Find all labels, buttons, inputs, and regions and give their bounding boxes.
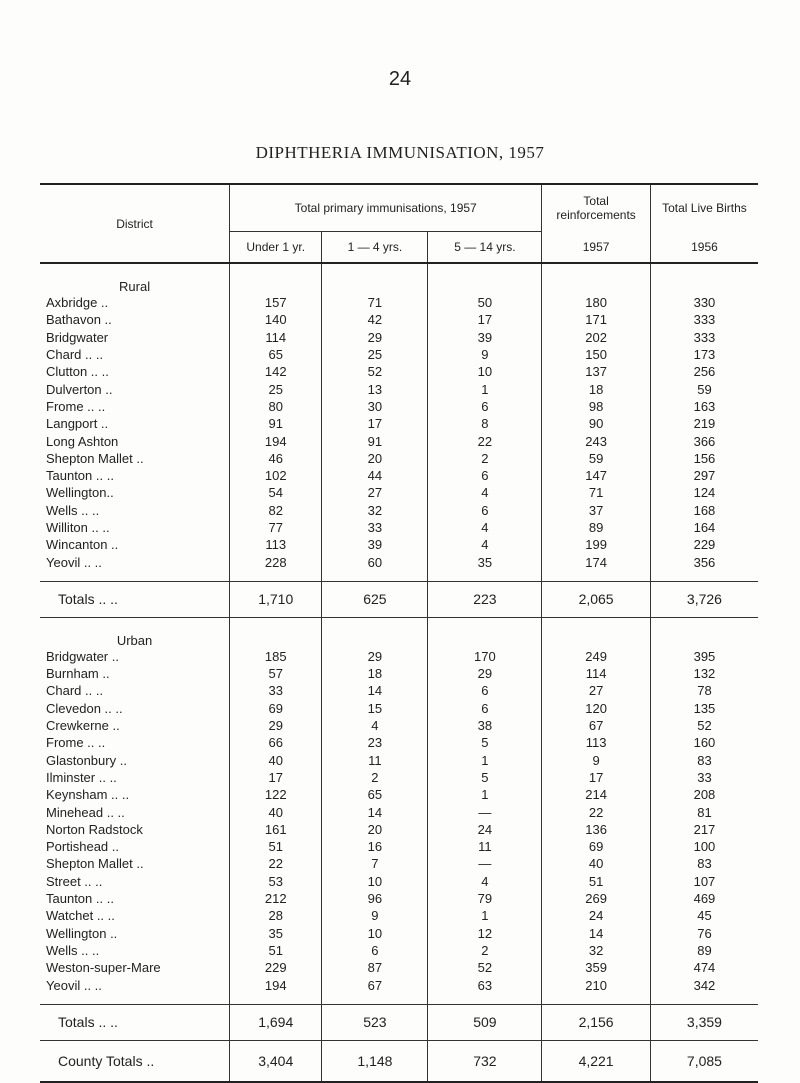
births-value: 217 <box>650 821 758 838</box>
births-value: 168 <box>650 502 758 519</box>
rural-totals-row <box>40 581 758 617</box>
table-row <box>40 855 758 872</box>
district-name: Frome .. .. <box>46 735 106 751</box>
under1-value: 80 <box>230 398 322 415</box>
births-value: 83 <box>650 855 758 872</box>
reinforcements-value: 32 <box>542 942 651 959</box>
under1-value: 53 <box>230 873 322 890</box>
age-5to14-value: 38 <box>428 717 542 734</box>
district-name: Bridgwater .. <box>46 648 119 664</box>
district-name: Weston-super-Mare <box>46 960 161 976</box>
total-primary-header: Total primary immunisations, 1957 <box>230 184 542 232</box>
table-row <box>40 890 758 907</box>
age-1to4-value: 15 <box>322 700 428 717</box>
reinforcements-value: 199 <box>542 536 651 553</box>
district-name: Bridgwater <box>46 329 109 345</box>
reinforcements-value: 359 <box>542 959 651 976</box>
total-births-header: Total Live Births <box>650 184 758 232</box>
urban-section <box>40 617 758 993</box>
district-name: Keynsham .. .. <box>46 787 130 803</box>
age-5to14-value: 6 <box>428 700 542 717</box>
table-row <box>40 329 758 346</box>
age-1to4-value: 29 <box>322 648 428 665</box>
district-name: Watchet .. .. <box>46 908 115 924</box>
births-value: 229 <box>650 536 758 553</box>
rural-total-reinforcements: 2,065 <box>542 581 651 617</box>
age-1to4-value: 7 <box>322 855 428 872</box>
county-total-under1: 3,404 <box>230 1040 322 1082</box>
table-row <box>40 311 758 328</box>
reinforcements-year: 1957 <box>542 232 651 264</box>
reinforcements-value: 71 <box>542 484 651 501</box>
age-1to4-value: 29 <box>322 329 428 346</box>
reinforcements-value: 24 <box>542 907 651 924</box>
under1-value: 194 <box>230 976 322 993</box>
under1-value: 229 <box>230 959 322 976</box>
reinforcements-value: 243 <box>542 432 651 449</box>
age-1to4-value: 14 <box>322 803 428 820</box>
reinforcements-value: 214 <box>542 786 651 803</box>
table-row <box>40 450 758 467</box>
births-value: 160 <box>650 734 758 751</box>
births-value: 469 <box>650 890 758 907</box>
district-name: Williton .. .. <box>46 520 110 535</box>
age-1to4-value: 10 <box>322 873 428 890</box>
age-5to14-value: 5 <box>428 769 542 786</box>
under1-value: 157 <box>230 294 322 311</box>
births-value: 45 <box>650 907 758 924</box>
county-total-5to14: 732 <box>428 1040 542 1082</box>
reinforcements-value: 180 <box>542 294 651 311</box>
under1-value: 91 <box>230 415 322 432</box>
district-name: Wellington .. <box>46 925 118 941</box>
age-1to4-value: 33 <box>322 519 428 536</box>
age-5to14-value: 9 <box>428 346 542 363</box>
county-total-births: 7,085 <box>650 1040 758 1082</box>
reinforcements-value: 269 <box>542 890 651 907</box>
under1-value: 194 <box>230 432 322 449</box>
table-row <box>40 665 758 682</box>
rural-totals-section <box>40 571 758 618</box>
births-value: 297 <box>650 467 758 484</box>
rural-totals-label: Totals .. .. <box>40 581 230 617</box>
age-1to4-value: 91 <box>322 432 428 449</box>
age-5to14-value: 6 <box>428 398 542 415</box>
table-row <box>40 380 758 397</box>
reinforcements-value: 114 <box>542 665 651 682</box>
table-row <box>40 942 758 959</box>
births-value: 163 <box>650 398 758 415</box>
under1-value: 22 <box>230 855 322 872</box>
reinforcements-value: 69 <box>542 838 651 855</box>
age-5to14-value: 6 <box>428 502 542 519</box>
urban-totals-row <box>40 1004 758 1040</box>
births-value: 78 <box>650 682 758 699</box>
age-1to4-value: 20 <box>322 821 428 838</box>
births-value: 100 <box>650 838 758 855</box>
table-row <box>40 553 758 570</box>
age-5to14-value: 12 <box>428 925 542 942</box>
district-name: Chard .. .. <box>46 347 104 363</box>
table-row <box>40 821 758 838</box>
age-1to4-value: 96 <box>322 890 428 907</box>
urban-total-births: 3,359 <box>650 1004 758 1040</box>
under1-value: 40 <box>230 803 322 820</box>
age-5to14-value: 22 <box>428 432 542 449</box>
births-value: 208 <box>650 786 758 803</box>
births-value: 219 <box>650 415 758 432</box>
table-row <box>40 907 758 924</box>
urban-total-1to4: 523 <box>322 1004 428 1040</box>
rural-total-5to14: 223 <box>428 581 542 617</box>
age-1to4-value: 39 <box>322 536 428 553</box>
rural-total-1to4: 625 <box>322 581 428 617</box>
age-1to4-value: 11 <box>322 752 428 769</box>
reinforcements-value: 249 <box>542 648 651 665</box>
age-5to14-value: 50 <box>428 294 542 311</box>
rural-section <box>40 263 758 571</box>
age-5to14-header: 5 — 14 yrs. <box>428 232 542 264</box>
age-1to4-value: 9 <box>322 907 428 924</box>
age-1to4-value: 13 <box>322 380 428 397</box>
rural-total-births: 3,726 <box>650 581 758 617</box>
table-row <box>40 467 758 484</box>
under1-value: 40 <box>230 752 322 769</box>
age-5to14-value: 2 <box>428 942 542 959</box>
under1-value: 57 <box>230 665 322 682</box>
district-name: Shepton Mallet .. <box>46 450 144 466</box>
age-1to4-value: 71 <box>322 294 428 311</box>
table-row <box>40 484 758 501</box>
page-number: 24 <box>388 68 412 90</box>
age-1to4-value: 60 <box>322 553 428 570</box>
urban-total-reinforcements: 2,156 <box>542 1004 651 1040</box>
age-5to14-value: 8 <box>428 415 542 432</box>
births-value: 33 <box>650 769 758 786</box>
age-1to4-value: 67 <box>322 976 428 993</box>
district-header: District <box>40 184 230 263</box>
age-5to14-value: — <box>428 855 542 872</box>
under1-value: 51 <box>230 838 322 855</box>
page-title: DIPHTHERIA IMMUNISATION, 1957 <box>255 143 545 162</box>
district-name: Long Ashton <box>46 433 119 449</box>
district-name: Portishead .. <box>46 839 119 855</box>
age-1to4-value: 42 <box>322 311 428 328</box>
table-row <box>40 432 758 449</box>
district-name: Chard .. .. <box>46 683 104 699</box>
age-5to14-value: 52 <box>428 959 542 976</box>
under1-value: 28 <box>230 907 322 924</box>
district-name: Clutton .. .. <box>46 364 109 380</box>
under1-value: 228 <box>230 553 322 570</box>
total-reinforcements-header: Total reinforcements <box>542 184 651 232</box>
table-row <box>40 502 758 519</box>
district-name: Langport .. <box>46 416 109 432</box>
age-1to4-value: 20 <box>322 450 428 467</box>
age-5to14-value: 79 <box>428 890 542 907</box>
county-totals-label: County Totals .. <box>40 1040 230 1082</box>
age-5to14-value: 6 <box>428 682 542 699</box>
births-value: 164 <box>650 519 758 536</box>
district-name: Ilminster .. .. <box>46 769 117 785</box>
age-1to4-value: 32 <box>322 502 428 519</box>
district-name: Taunton .. .. <box>46 891 114 907</box>
age-5to14-value: 39 <box>428 329 542 346</box>
age-1to4-value: 25 <box>322 346 428 363</box>
reinforcements-value: 147 <box>542 467 651 484</box>
under1-value: 54 <box>230 484 322 501</box>
age-5to14-value: 10 <box>428 363 542 380</box>
age-1to4-value: 16 <box>322 838 428 855</box>
age-5to14-value: 1 <box>428 907 542 924</box>
urban-label: Urban <box>116 632 153 648</box>
age-1to4-value: 18 <box>322 665 428 682</box>
reinforcements-value: 210 <box>542 976 651 993</box>
table-row <box>40 959 758 976</box>
births-value: 395 <box>650 648 758 665</box>
under1-value: 113 <box>230 536 322 553</box>
under1-value: 35 <box>230 925 322 942</box>
births-value: 256 <box>650 363 758 380</box>
age-5to14-value: 5 <box>428 734 542 751</box>
county-total-1to4: 1,148 <box>322 1040 428 1082</box>
district-name: Crewkerne .. <box>46 718 120 734</box>
births-value: 156 <box>650 450 758 467</box>
births-value: 330 <box>650 294 758 311</box>
reinforcements-value: 202 <box>542 329 651 346</box>
age-1to4-value: 65 <box>322 786 428 803</box>
under1-value: 77 <box>230 519 322 536</box>
age-1to4-value: 27 <box>322 484 428 501</box>
district-name: Wells .. .. <box>46 942 100 958</box>
age-1to4-value: 14 <box>322 682 428 699</box>
reinforcements-value: 9 <box>542 752 651 769</box>
births-value: 107 <box>650 873 758 890</box>
under1-value: 114 <box>230 329 322 346</box>
under1-value: 46 <box>230 450 322 467</box>
births-value: 76 <box>650 925 758 942</box>
age-5to14-value: 63 <box>428 976 542 993</box>
reinforcements-value: 27 <box>542 682 651 699</box>
urban-total-5to14: 509 <box>428 1004 542 1040</box>
age-5to14-value: 6 <box>428 467 542 484</box>
births-value: 59 <box>650 380 758 397</box>
age-5to14-value: — <box>428 803 542 820</box>
age-5to14-value: 24 <box>428 821 542 838</box>
under1-value: 185 <box>230 648 322 665</box>
age-1to4-value: 52 <box>322 363 428 380</box>
reinforcements-value: 40 <box>542 855 651 872</box>
under1-value: 122 <box>230 786 322 803</box>
urban-totals-section <box>40 994 758 1082</box>
age-1to4-value: 17 <box>322 415 428 432</box>
rural-total-under1: 1,710 <box>230 581 322 617</box>
under1-value: 69 <box>230 700 322 717</box>
age-1to4-value: 23 <box>322 734 428 751</box>
reinforcements-value: 174 <box>542 553 651 570</box>
urban-total-under1: 1,694 <box>230 1004 322 1040</box>
births-value: 135 <box>650 700 758 717</box>
under1-value: 82 <box>230 502 322 519</box>
under1-value: 17 <box>230 769 322 786</box>
under1-header: Under 1 yr. <box>230 232 322 264</box>
immunisation-table <box>40 183 758 1083</box>
reinforcements-value: 171 <box>542 311 651 328</box>
district-name: Burnham .. <box>46 666 110 682</box>
table-row <box>40 648 758 665</box>
county-totals-row <box>40 1040 758 1082</box>
reinforcements-value: 113 <box>542 734 651 751</box>
births-year: 1956 <box>650 232 758 264</box>
reinforcements-value: 17 <box>542 769 651 786</box>
table-row <box>40 786 758 803</box>
age-1to4-value: 2 <box>322 769 428 786</box>
births-value: 333 <box>650 329 758 346</box>
under1-value: 102 <box>230 467 322 484</box>
births-value: 356 <box>650 553 758 570</box>
table-row <box>40 803 758 820</box>
age-5to14-value: 4 <box>428 536 542 553</box>
table-row <box>40 873 758 890</box>
age-1to4-value: 4 <box>322 717 428 734</box>
under1-value: 140 <box>230 311 322 328</box>
table-row <box>40 294 758 311</box>
age-5to14-value: 1 <box>428 786 542 803</box>
under1-value: 33 <box>230 682 322 699</box>
reinforcements-value: 37 <box>542 502 651 519</box>
reinforcements-value: 18 <box>542 380 651 397</box>
district-name: Minehead .. .. <box>46 804 125 820</box>
under1-value: 51 <box>230 942 322 959</box>
reinforcements-value: 67 <box>542 717 651 734</box>
births-value: 366 <box>650 432 758 449</box>
under1-value: 65 <box>230 346 322 363</box>
age-5to14-value: 4 <box>428 873 542 890</box>
reinforcements-value: 22 <box>542 803 651 820</box>
age-1to4-value: 87 <box>322 959 428 976</box>
reinforcements-value: 59 <box>542 450 651 467</box>
age-5to14-value: 170 <box>428 648 542 665</box>
age-5to14-value: 35 <box>428 553 542 570</box>
district-name: Yeovil .. .. <box>46 977 102 993</box>
district-name: Street .. .. <box>46 873 103 889</box>
age-1to4-value: 44 <box>322 467 428 484</box>
age-5to14-value: 1 <box>428 752 542 769</box>
reinforcements-value: 150 <box>542 346 651 363</box>
table-row <box>40 752 758 769</box>
age-5to14-value: 2 <box>428 450 542 467</box>
district-name: Bathavon .. <box>46 312 112 328</box>
births-value: 89 <box>650 942 758 959</box>
table-row <box>40 682 758 699</box>
table-row <box>40 363 758 380</box>
reinforcements-value: 89 <box>542 519 651 536</box>
district-name: Glastonbury .. <box>46 752 127 768</box>
district-name: Clevedon .. .. <box>46 700 123 716</box>
reinforcements-value: 98 <box>542 398 651 415</box>
district-name: Taunton .. .. <box>46 468 114 484</box>
reinforcements-value: 136 <box>542 821 651 838</box>
district-name: Yeovil .. .. <box>46 554 102 570</box>
reinforcements-value: 51 <box>542 873 651 890</box>
district-name: Dulverton .. <box>46 381 113 397</box>
births-value: 83 <box>650 752 758 769</box>
urban-totals-label: Totals .. .. <box>40 1004 230 1040</box>
under1-value: 161 <box>230 821 322 838</box>
reinforcements-value: 14 <box>542 925 651 942</box>
age-5to14-value: 17 <box>428 311 542 328</box>
district-name: Wincanton .. <box>46 537 119 553</box>
births-value: 124 <box>650 484 758 501</box>
table-row <box>40 415 758 432</box>
births-value: 333 <box>650 311 758 328</box>
age-5to14-value: 1 <box>428 380 542 397</box>
table-row <box>40 769 758 786</box>
table-row <box>40 536 758 553</box>
district-name: Wellington.. <box>46 485 114 501</box>
under1-value: 142 <box>230 363 322 380</box>
table-row <box>40 346 758 363</box>
births-value: 52 <box>650 717 758 734</box>
under1-value: 29 <box>230 717 322 734</box>
age-1to4-value: 30 <box>322 398 428 415</box>
table-row <box>40 734 758 751</box>
reinforcements-value: 120 <box>542 700 651 717</box>
under1-value: 25 <box>230 380 322 397</box>
table-row <box>40 519 758 536</box>
district-name: Frome .. .. <box>46 398 106 414</box>
age-5to14-value: 29 <box>428 665 542 682</box>
births-value: 342 <box>650 976 758 993</box>
age-1to4-header: 1 — 4 yrs. <box>322 232 428 264</box>
age-1to4-value: 6 <box>322 942 428 959</box>
age-5to14-value: 4 <box>428 484 542 501</box>
reinforcements-value: 137 <box>542 363 651 380</box>
age-1to4-value: 10 <box>322 925 428 942</box>
age-5to14-value: 11 <box>428 838 542 855</box>
district-name: Axbridge .. <box>46 295 109 311</box>
district-name: Wells .. .. <box>46 502 100 518</box>
table-row <box>40 717 758 734</box>
county-total-reinforcements: 4,221 <box>542 1040 651 1082</box>
district-name: Norton Radstock <box>46 821 143 837</box>
table-row <box>40 700 758 717</box>
births-value: 132 <box>650 665 758 682</box>
district-name: Shepton Mallet .. <box>46 856 144 872</box>
under1-value: 66 <box>230 734 322 751</box>
births-value: 81 <box>650 803 758 820</box>
births-value: 474 <box>650 959 758 976</box>
table-row <box>40 925 758 942</box>
table-row <box>40 398 758 415</box>
table-row <box>40 838 758 855</box>
births-value: 173 <box>650 346 758 363</box>
table-row <box>40 976 758 993</box>
under1-value: 212 <box>230 890 322 907</box>
rural-label: Rural <box>119 279 151 294</box>
reinforcements-value: 90 <box>542 415 651 432</box>
age-5to14-value: 4 <box>428 519 542 536</box>
